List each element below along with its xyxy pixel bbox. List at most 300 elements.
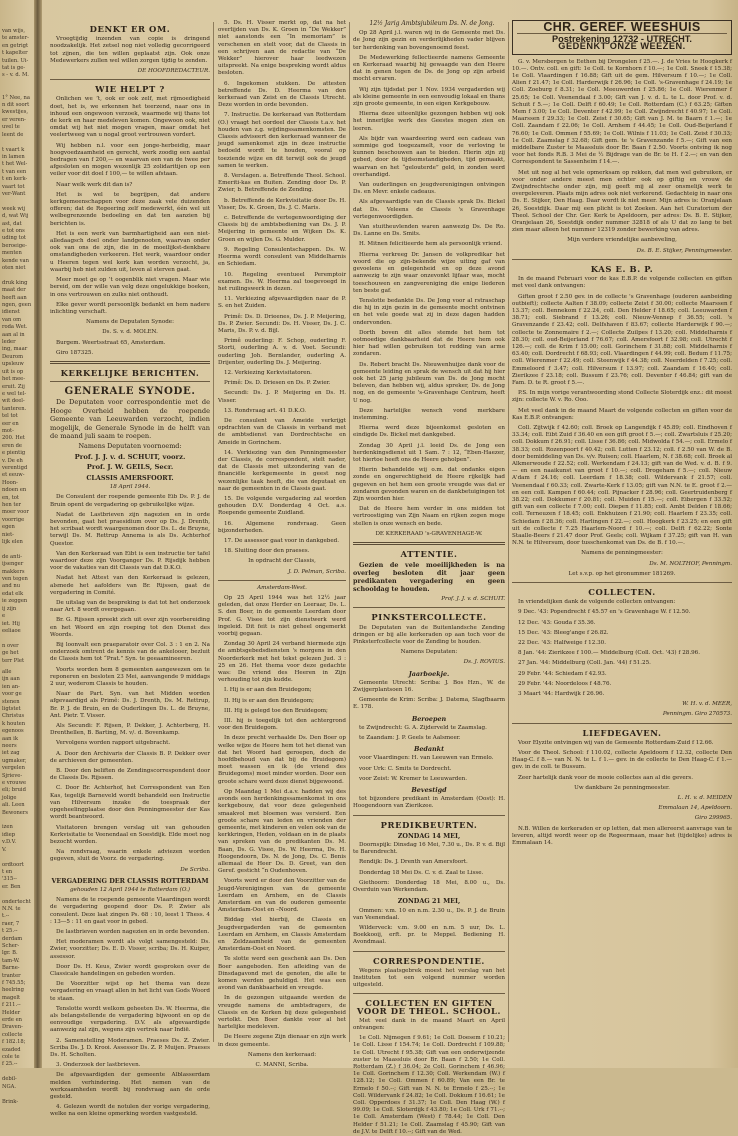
edge-line: Sjrieve- xyxy=(2,772,23,779)
edge-line: te amster- xyxy=(2,35,29,42)
edge-line: d, wat Wij xyxy=(2,213,29,220)
date: 18 April 1944. xyxy=(109,484,151,491)
signature: DE HOOFDREDACTEUR. xyxy=(137,68,210,75)
signature: Prof. J. W. GEILS, Secr. xyxy=(86,462,174,471)
heading-classis-rotterdam: VERGADERING DER CLASSIS ROTTERDAM xyxy=(51,876,209,885)
edge-line: Christus xyxy=(2,713,25,720)
edge-line: V. xyxy=(2,846,7,853)
masthead-postrekening: Postrekening 12732 - UTRECHT. xyxy=(552,34,692,45)
article-text: Coll. Zijtwijk f 42.60; coll. Broek op Langendijk f 45.89; coll. Eindhoven f 33.34; coll. Eibt Zuid f 36.40 en een gift groot f 5.—; coll. Zwartsluis f 25.20; coll. Dokkum f 26.91; coll. Lisse f 36.86; coll. Midwolda f 54.—; coll. Ermelo f 38.33; coll. Rozenpoort f 40.42; coll. Lutten f 23.12; coll. f 2.50 van W. de B. door bemiddeling van Ds. v/v. Ruisen; coll. Haarlem, N. f 38.68; coll. Broek al Alkmerwoude f 22.52; coll. Werkendam f 24.13; gift van de Wed. v. d. B. f 9.— en een naaikunst van groot f 10.—; coll. Drogeham f 5.—; coll. Nieuw A'dam f 24.16; coll. Leerdam f 18.38; coll. Wildervank f 21.57; coll. Veenendaal f 60.33; coll. Zwarte-Kerk f 13.05; gift van N.N. te E. groot f 2.— en een coll. Kampen f 60.44; coll. Pijnacker f 28.96; coll. Geertruidenberg f 38.22; coll. Dokkumer f 20.81; coll. Muiden f 15.—; coll. Eibergen f 33.52; gift van een collecte f 7.00; coll. Diepen f 11.85; coll. Ambt Delden f 18.66; coll. Terneuzen f 18.45; coll. Enkhuizen f 21.90; coll. Haarlem f 23.35; coll. Schiedam f 28.36; coll. Harlingen f 22.—; coll. Hoogkerk f 23.25; en een gift uit de collecte f 7.25 Haarlem-Noord f 10.—; coll. Delft f 62.22; Sonte Staalle-Beers f 21.47 door Prof. Geels; coll. Wijkam f 37.25; gift van H. van N.N. te Hilversum, door tusschenkomst van Ds. de B. f 10.—. xyxy=(512,424,732,547)
divider xyxy=(50,79,210,80)
adjacent-page-edge xyxy=(2,28,32,1105)
edge-line: alle xyxy=(2,668,12,675)
article-text: 2. Samenstelling Moderamen. Praeses Ds. Z. Zwier. Scriba Ds. J. D. Krooi. Assessor Ds. Z. P. Muijen. Praeses Ds. H. Scholten. xyxy=(50,1037,210,1058)
article-text: Biddag viel hierbij, de Classis en Jeugdvergaderden van de gemeenten Leerdam en Arnhem, en Classis Amsterdam en Zeldzaamheid van de gemeenten Amsterdam-Oost en Noord. xyxy=(218,917,346,953)
edge-line: in lamen xyxy=(2,153,25,160)
edge-line: voor ge xyxy=(2,691,22,698)
article-text: Hierna deze uiteenlijke gezongen hebben wij ook het innerlijke werk des Geestes mogen zien en leeren. xyxy=(353,111,505,132)
article-text: voor Vlaardingen: H. van Leeuwen van Ermelo. xyxy=(359,755,494,762)
signature: Ds. M. NOLTHOF, Penningm. xyxy=(649,560,732,567)
edge-line: Helder xyxy=(2,1009,21,1016)
article-text: 4. Gelezen wordt de notulen der vorige vergadering, welke na een kleine opmerking worden vastgesteld. xyxy=(50,1104,210,1118)
signature: Ds. J. ROVIUS. xyxy=(463,659,505,666)
edge-line xyxy=(2,87,32,94)
article-text: Voorts werd er door den Voorzitter van de Jeugd-Verenigingen van de gemeente Leerdam en Arnhem, en de Classis Amsterdam en van de ouderen gemeente Amsterdam-Oost en –Noord. xyxy=(218,878,346,914)
heading-generale-synode: GENERALE SYNODE. xyxy=(64,385,196,398)
article-text: Hierna verkreeg Dr. Jansen de volkpredikar het woord die op zijn-bekende wijze uiting gaf van gevoelens en gelegenheid en op deze avond aanwezig te zijn waar onzevonkt lijfaar was, mocht toeschouwen en zangvereniging die enige liederen ten beste gaf. xyxy=(353,251,505,294)
article-text: Op 25 April 1944 was het 12½ jaar geleden, dat onze Herder en Leeraar, Ds. L. S. den Boer, in de gemeente Leerdam door Prof. G. Visee tot zijn dienstwerk werd ingeleid. Dit feit is niet geheel ongemerkt voorbij gegaan. xyxy=(218,595,346,638)
article-text: De Deputaten voor correspondentie met de Hooge Overheid hebben de roepende Gemeente van Leeuwarden verzocht, indien mogelijk, de Generale Synode in de helft van de maand juli saam te roepen. xyxy=(50,398,210,440)
article-text: te Zwijndrecht: G. A. Zijderveld te Zaamslag. xyxy=(359,724,487,731)
article-text: In vriendelijken dank de volgende collecten ontvangen: xyxy=(518,599,676,606)
edge-line: eeliaoe xyxy=(2,627,21,634)
edge-line: ondertecht xyxy=(2,898,31,905)
article-text: Br. G. Rijssen spreekt zich uit over zijn voorbereiding en het Woord en zijn roeping tot den Dienst des Woords. xyxy=(50,617,210,638)
edge-line: tel tot xyxy=(2,413,18,420)
article-text: Hierna werd deze bijeenkomst gesloten en eindigde Ds. Bickel met dankgebed. xyxy=(353,425,505,439)
article-text: Met uit nog al het vele opmerksam op rekken, dat men wel gebruiken, er voor onder andere meest men echter ook op giftig en vrouw de Zwijndrechtsche onder zijn, mij geeft mij al zeer onsmelijk werk te overgeleveren. Plaats mijn adres ook niet verkerend. Gedachteig in naar ons Ds. E. Stijker, Den Haag. Daar wordt ik niet meer. Mijn adres is: Oranjelaan 26, Soestdijk. Daar mij een plicht is tot Zoeken. Aan het Curatorium der Theol. School der Chr. Ger. Kerk te Apeldoorn, per adres: Ds. B. E. Stijker, Oranjelaan 26, Soestdijk onder nummer 32818 of als U dat zo lang te bet zien maar alleen het nummer 12319 zonder bewerking van adres. xyxy=(512,169,732,234)
article-text: De Medewerking fellectieerde namens Gemeente en Kerkeraad waarbij hij gewaagde van den Heere dat in genen tegen de Ds. de Jong op zijn arbeid mocht ervaren. xyxy=(353,54,505,83)
article-text: 16. Algemene rondvraag. Geen bijzonderheden. xyxy=(218,520,346,534)
edge-line: Hoon- xyxy=(2,479,18,486)
article-text: De Consulent der roepende gemeente Eib Ds. P. J. de Bruin opent de vergadering op gebruikelijke wijze. xyxy=(50,494,210,508)
edge-line: moer voor xyxy=(2,509,29,516)
article-text: De consulent van Ameide verkrijgt opdrachten van de Classis in verband met de ambtsdienst van Dordrechtsche en Ameide in Gorinchem. xyxy=(218,417,346,446)
article-text: Van ouderlingen en jeugdverenigingen ontvingen Ds. en Mevr. enkele cadeaus. xyxy=(353,182,505,196)
column-3 xyxy=(353,20,505,1135)
list-item: 12 Dec. '43: Gouda f 35.36. xyxy=(518,619,596,626)
article-text: Vroegtijdig inzenden van copie is dringend noodzakelijk. Het zetsel nog niet volledig gecorrigeerd tot zijnen, die ten willen geplaatst zijn. Ook onze Medewerkers zullen wel willen zorgen tijdig te zenden. xyxy=(50,36,210,64)
edge-line: v. De eh xyxy=(2,457,23,464)
edge-line xyxy=(2,1091,32,1098)
article-text: Let s.v.p. op het gironummer 181269. xyxy=(568,570,676,577)
edge-line: Deurom xyxy=(2,353,24,360)
article-text: Tenslotte wordt welkom geheeten Ds. W. Heerma, die als belangstellende de vergadering bijwoont en op de eenvoudige vergadering. D.V. als afgevaardigde aanwezig zal zijn, wegens zijn vertrek naar Indië. xyxy=(50,1005,210,1034)
edge-line: lgr. B. xyxy=(2,950,18,957)
article-text: Zeer hartelijk dank voor de mooie collectes aan al die gevers. xyxy=(518,774,694,781)
edge-line: van om xyxy=(2,316,22,323)
article-text: Ommen: v.m. 10 en n.m. 2.30 u., Ds. P. J. de Bruin van Veenendaal. xyxy=(353,907,505,921)
edge-line: ordtoort xyxy=(2,861,24,868)
signature: Penningm. Giro 270573. xyxy=(662,711,732,718)
article-title: 12½ Jarig Ambtsjubileum Ds. N. de Jong. xyxy=(369,20,495,27)
signature: Ds. B. E. Stijker, Penningmeester. xyxy=(636,247,732,254)
article-text: 3. Onderzoek der lastbrieven. xyxy=(56,1062,141,1069)
edge-line: erde en xyxy=(2,1017,23,1024)
edge-line: n dit soort xyxy=(2,102,30,109)
article-text: Gemeente de Krim: Scriba: J. Datema, Slagfbaarm E. 178. xyxy=(353,697,505,711)
edge-line xyxy=(2,635,32,642)
edge-line: er veren- xyxy=(2,116,26,123)
article-text: De lastbrieven worden nagezien en in orde bevonden. xyxy=(56,928,210,935)
column-2 xyxy=(218,20,346,1068)
signature: J. D. Pelman, Scriba. xyxy=(288,568,346,575)
divider xyxy=(353,993,505,994)
article-text: voor Zeist: W. Kremer te Leeuwarden. xyxy=(359,775,468,782)
article-text: Als afgevaardigde van de Classis sprak Ds. Bickel dat Ds. Veleens de Classis 's Gravenhage vertegenwoordigden. xyxy=(353,199,505,220)
edge-line: e pientig xyxy=(2,450,26,457)
signature: Namens den kerkeraad: xyxy=(247,1051,317,1058)
edge-line: ndoen en xyxy=(2,487,27,494)
edge-line: egen xyxy=(2,524,15,531)
heading-kerkelijke-berichten: KERKELIJKE BERICHTEN. xyxy=(60,367,200,378)
edge-line: ing, maar xyxy=(2,346,28,353)
signature: Prof. J. J. v. d. SCHUIT. xyxy=(441,596,505,603)
edge-line: ie zeggen xyxy=(2,598,28,605)
edge-line: kwestijes, xyxy=(2,109,29,116)
edge-line: ali. Leen xyxy=(2,802,25,809)
edge-line: upsleuw xyxy=(2,361,24,368)
edge-line: t het Wel- xyxy=(2,161,28,168)
edge-line: kende van xyxy=(2,257,29,264)
edge-line xyxy=(2,139,32,146)
subheading-zondag-21-mei: ZONDAG 21 MEI, xyxy=(397,897,461,906)
weeshuis-masthead xyxy=(512,20,732,55)
article-text: Zondag 30 April 24 verband hiermede zijn de ambtsgebedsdiensten 's morgens in den Noorderkerk met het tekst gelezen Jud. 3 : 25 en 26. Het thema voor deze gedachte was: De vriend des Heeren in Zijn verhouding tot zijn kudde. xyxy=(218,641,346,684)
edge-line: mot- xyxy=(2,427,14,434)
edge-line: f 211.-- xyxy=(2,1002,21,1009)
edge-line: et eeuw- xyxy=(2,472,25,479)
article-text: 15. De volgende vergadering zal worden gehouden D.V. Donderdag 4 Oct. a.s. Roepende gemeente Zuidland. xyxy=(218,495,346,517)
heading-beroepen: Beroepen xyxy=(411,714,447,723)
edge-line: ligtstet xyxy=(2,705,21,712)
article-text: In de gezongen uitgaande werden de vreugde namens de ambtsdragers, de Classis en de Kerken bij deze gelegenheid vertolkt. Den Boer dankte voor al het hartelijke medeleven. xyxy=(218,995,346,1031)
article-text: Bij loonvalt een praeparatoir over Col. 3 : 1 en 2. Na onderzoek omtrent de kennis van de ankelooer, bezluit de Classis hem tot “Prat.” Syn. te geeaamineeren. xyxy=(50,642,210,663)
article-text: Meer moet ge op ’t oogenblik niet vragen. Maar wie bereid, om der wille van velg deze ongelukkige boeken, in ons vertrouwen en zulks niet onthoudt. xyxy=(50,277,210,298)
divider xyxy=(512,723,732,724)
date: gehouden 12 April 1944 te Rotterdam (O.) xyxy=(69,886,191,893)
article-text: Giften groot f 2.50 gev. in de collecte 's Gravenhage (ouderen aanbeiding outbieft); collecte Aalten f 38.09; collecte Zeist f 30.00; collecte Maarssen f 13.37; coll. Bennekom f 22.24, coll. Den Helder f 18.65; coll. Leeuwarden f 38.71; coll. Siebrand f 13.26; coll. Nieuw-Vennep f 36.55; coll. 's Gravenzande f 23.42; coll. Delfshaven f 83.67; collecte Harderwijk f 90.—; collecte te Zonnemaire f 2.—; Collecte Zuilpes f 13.20; coll. Middelharnis f 28.30; coll. oud-Beijerland f 76.67; coll. Amersfoort f 32.98; coll. Utrecht f 126.—; coll. de Krim f 15.00; coll. Gorinchem f 31.88; coll. Middelharnis f 63.40; coll. Dordrecht f 68.93; coll. Vlaardingen f 44.99; coll. Bedum f 11.75; coll. Wierenmer f 22.49; coll. Steenwijk f 44.38; coll. Neerdelden f 7.25; coll. Emmeloord f 3.47; coll. Hilversum f 13.97; coll. Zaandam f 16.40; coll. Zierikzee f 23.18; coll. Bussum f 23.76; coll. Deventer f 46.84; gift van de Fam. D. te R. groot f 5.—. xyxy=(512,293,732,386)
heading-jaarboekje: Jaarboekje. xyxy=(408,669,450,678)
article-text: De Deputaten van de Buitenlandsche Zending dringen er bij alle kerkeraden op aan toch voor de Pinksterfcollecte voor de Zending te houden. xyxy=(353,624,505,646)
edge-line: heeft aan xyxy=(2,294,27,301)
edge-line: en getrigt xyxy=(2,42,29,49)
article-text: c. Betreffende de vertegenwoordiging der Classis bij de ambtsbediening van Ds. J. P. Meijering in gemeente en Wijken Ds. K. Groen en wijlen Ds. G. Mulder. xyxy=(218,215,346,243)
edge-line: Barne- xyxy=(2,965,20,972)
list-item: 15 Dec. '43: Bleeg'ange f 26.82. xyxy=(518,629,609,636)
article-text: Op Maandag 1 Mei d.a.v. hadden wij des avonds een herdenkingssamenkomst in ons kerkgebouw, dat voor deze gelegenheid smaakvol met bloemen was versierd. Een groote schare van leden en vrienden der gemeente, met kinderen en velen ook van de kerkkringen, Heden, voldaan en in de plaats van spreken van de predikanten Ds. M. Baan, Ds. G. Visee, Ds. W. Heerma, Ds. H. Hoogendoorn, Ds. N. de Jong, Ds. C. Benis allemaal de Heer Ds. D. Greet, van den Geref. gesticht “n Oudenhoven. xyxy=(218,788,346,875)
edge-line: tanteren. xyxy=(2,405,27,412)
signature: De Scriba. xyxy=(180,866,210,873)
article-text: Donderdag 18 Mei Ds. C. v. d. Zaal te Lisse. xyxy=(359,869,484,876)
edge-line: eli; bruid xyxy=(2,787,26,794)
edge-line: leent de xyxy=(2,131,24,138)
list-item: 9 Dec. '43: Popendrecht f 45.57 en 's Gravenhage W. f 12.50. xyxy=(518,609,691,616)
article-text: 18. Sluiting door den praeses. xyxy=(224,548,310,555)
edge-line: tam-W. xyxy=(2,957,20,964)
article-text: 14. Verkiezing van den Penningmeester der Classis, de correspondent, stelt nader, dat de Classis met uitzondering van de financiële kerkgemeente in geest nog wezenlijke taak heeft, die van deputaat en naar de gemeenten in de Classis gaat. xyxy=(218,449,346,492)
edge-line: raer, 7 xyxy=(2,920,20,927)
article-text: Voor Elyzite ontvingen wij van de Gemeente Rotterdam-Zuid f 12.66. xyxy=(518,739,714,746)
edge-line: Bewoners xyxy=(2,809,28,816)
edge-line: voorrige xyxy=(2,516,25,523)
article-text: 1e Coll. Nijmegen f 9.61; 1e Coll. Doesem f 10.21; 1e Coll. Lisse f 154.74; 1e Coll. Dordrecht f 109.88; 1e Coll. Utrecht f 95.38; Gift van een onderwijzende zuster te Maassluis door Br. Baan f 2.50; 1e Coll. Rotterdam (Z.) f 36.04; 2e Coll. Gorinchem f 46.96; 1e Coll. Gorinchem f 12.30; Coll. Werkendam (W.) f 128.12; 1e Coll. Ommen f 60.89; Van een Br. te Ermelo f 50.--; Gift van N. N. te Ermelo f 25.--; 1e Coll. Wildervank f 24.82; 1e Coll. Dokkum f 16.61; 1e Coll. Opperdoes f 31.37; 1e Coll. Den Haag (W.) f 99.09; 1e Coll. Sloterdijk f 43.80; 1e Coll. Urk f 71.--; 1e Coll. Amsterdam (West) f 78.44; 1e Coll. Den Helder f 51.21; 1e Coll. Zaamslag f 45.90; Gift van de J.V. te Delft f 10.--; Gift van de Wed. xyxy=(353,1035,505,1135)
edge-line: egenoos xyxy=(2,728,24,735)
article-text: Naar welk werk dit dan is? xyxy=(56,181,133,188)
edge-line: aan ik xyxy=(2,735,18,742)
edge-line: t.-- xyxy=(2,913,10,920)
article-text: tot bijzondere predikant in Amsterdam (Oost): H. Hoogendoorn van Zierikzee. xyxy=(353,796,505,810)
list-item: 3 Maart '44: Hardwijk f 26.96. xyxy=(518,691,605,698)
edge-line: ge het xyxy=(2,650,19,657)
article-text: P.S. In mijn vorige verantwoording stond Collecte Sloterdijk enz.: dit moest zijn: collecte W. v. Ro. Ooo. xyxy=(512,390,732,404)
article-text: Rendijk: Ds. J. Drenth van Amersfoort. xyxy=(359,859,468,866)
edge-line xyxy=(2,80,32,87)
edge-line: ien an- xyxy=(2,683,20,690)
edge-line: 200. Het xyxy=(2,435,25,442)
edge-line: k houten xyxy=(2,720,26,727)
article-text: Voor de Theol. School: f 110.02, collecte Apeldoorn f 12.32, collecte Den Haag-C. f 8.— van N. N. te L. f 1.— gev. in de collecte te Den Haag-C. f 1.— gev. in de coll. te Bussum. xyxy=(512,750,732,771)
article-text: Onlichen we ’t, ook er ook zelf, met rijmoedigheid doet, het is, we erkennen het teerzend, naar ons in inhoud een ongewoon verzoek, waarmede wij thans tot de kerk en haar medeleven komen. Ongewoon ook, niet omdat wij het niet mogen vragen, maar omdat het veelertweeg van u nogal groot vertrouwen vordert. xyxy=(50,96,210,139)
article-text: Van den Kerkeraad van Eibt is een instructie ter tafel waardoor deze zijn Voorganger Ds. P. Rijsdijk hebben voor de vakaties van dit Classis van dat D.K.O. xyxy=(50,550,210,572)
article-text: Burgem. Weertsstraat 65, Amsterdam. xyxy=(56,339,166,346)
article-text: Door Ds. H. Keus, Zwier wordt gesproken over de Classicale handelingen en gebeden worden. xyxy=(50,963,210,977)
article-text: voor Urk: C. Smits te Dordrecht. xyxy=(359,765,452,772)
signature: Giro 299965. xyxy=(694,815,732,822)
article-text: Visitatoren brengen verslag uit van gehouden Kerkvisitatie te Veenendaal en Soestdijk. Elde moet nog bezocht worden. xyxy=(50,824,210,845)
edge-line: lijk elen xyxy=(2,539,23,546)
masthead-title: CHR. GEREF. WEESHUIS xyxy=(543,20,701,34)
heading-attentie: ATTENTIE. xyxy=(400,549,458,559)
article-text: Wegens plaatsgebrek moest het verslag van het Instituten tot een volgend nummer worden uitgesteld. xyxy=(353,967,505,989)
article-text: 12. Verkiezing Kerkvisitatoren. xyxy=(224,369,312,376)
divider xyxy=(353,607,505,608)
edge-line: leder xyxy=(2,339,16,346)
article-text: 17. De assessor gaat voor in dankgebed. xyxy=(224,538,340,544)
article-text: Na rondvraag, waarin enkele adviezen worden gegeven, sluit de Voorz. de vergadering. xyxy=(50,849,210,863)
edge-line: cole te xyxy=(2,1054,20,1061)
edge-line: e xyxy=(2,613,6,620)
edge-line: het mee- xyxy=(2,376,25,383)
edge-line: and nu xyxy=(2,583,21,590)
article-text: Doornspijk: Dinsdag 16 Mei, 7.30 u., Ds. P. v. d. Bijl te Barendrecht. xyxy=(353,842,505,856)
edge-line: menten xyxy=(2,250,22,257)
article-text: Nadat het Attest van den Kerkeraad is gelezen, alsmede het aafolders van Br. Rijssen, gaat de vergadering in Comité. xyxy=(50,575,210,596)
edge-line xyxy=(2,546,32,553)
signature: C. MANNI, Scriba. xyxy=(255,1062,309,1068)
article-text: Het moderamen wordt als volgt samengesteld: Ds. Zwier, voorzitter; Ds. E. D. Visser, scriba; Ds. H. Kuiper, assessor. xyxy=(50,939,210,960)
article-text: Namens Deputaten: xyxy=(400,649,458,656)
edge-line: de anti- xyxy=(2,553,22,560)
heading-collecten-giften: COLLECTEN EN GIFTEN VOOR DE THEOL. SCHOOL. xyxy=(356,998,502,1016)
heading-bedankt: Bedankt xyxy=(413,745,445,754)
heading-correspondentie: CORRESPONDENTIE. xyxy=(373,955,485,966)
article-text: b. Betreffende de Kerkvisitatie door Ds. H. Visser, Ds. K. Groen, Ds. J. C. Maris. xyxy=(218,197,346,211)
article-text: Wij zijn tijdsdat per 1 Nov. 1934 vergaderden wij als kleine gemeente in een eenvoudig lokaal en thans zijn groote gemeente, in een eigen Kerkgebouw. xyxy=(353,86,505,108)
article-text: Hierin behandelde wij o.m. dat ondanks eigen zonde en ongerechtigheid de Heere rijkelijk had gegeven en het hem een groote vreugde was dat er zondaren gevonden waren en de dankbetuigingen tot Zijn woorden hier. xyxy=(353,467,505,502)
edge-line: t en xyxy=(2,868,13,875)
signature: DE KERKERAAD 's-GRAVENHAGE-W. xyxy=(375,530,483,537)
article-text: Namens de Deputaten Synode: xyxy=(85,319,174,326)
article-text: Giethoorn: Donderdag 18 Mei, 8.00 u., Ds. Overduin van Werkendam. xyxy=(353,879,505,894)
edge-line: heelring xyxy=(2,987,24,994)
article-text: Te slotte werd een geschenk aan Ds. Den Boer aangeboden. Een afleiding van de Dinsdagavond met de genoten, die alle te komen werden gehuldigd. Het was een avond van dankbaarheid en vreugde. xyxy=(218,956,346,992)
column-1 xyxy=(50,20,210,1118)
article-text: H. Mitnen felicitieerde hem als persoonlijk vriend. xyxy=(359,241,503,248)
edge-line: jolige xyxy=(2,794,17,801)
edge-line: hen ter xyxy=(2,502,22,508)
edge-line: uding tot xyxy=(2,235,26,242)
article-text: Uw dankbare 2e penningmeester. xyxy=(574,784,670,791)
edge-line: eruit. Zij xyxy=(2,383,25,390)
edge-line: tuilen. Ui- xyxy=(2,57,29,64)
article-text: Wij hebben n.l. voor een jonge-herbeidig, maar hoogvoedzaamheid en gerecht, werk zoodig een aantal bedragen van f 200,— en waarvan een van de twee per afgesloten en mogen wezenlijk 25 zolidaritijen op een veiler voor dit doel f 100,— te willen afstaan. xyxy=(50,142,210,178)
edge-line: derdam xyxy=(2,935,23,942)
article-text: A. Door den Archivaris der Classis B. P. Dekker over de archieven der gemeenten. xyxy=(50,750,210,764)
edge-line: Brink- xyxy=(2,1098,19,1105)
heading-liefdegaven: LIEFDEGAVEN. xyxy=(582,727,662,738)
edge-line: van wijs, xyxy=(2,28,26,34)
divider xyxy=(512,259,732,260)
edge-line: aan al in xyxy=(2,331,25,338)
article-text: Als Secundi: F. Rijsen, P. Dekker, J. Achterberg, H. Drenthellen, B. Barting, M. v/. d. Bovenkamp. xyxy=(50,723,210,737)
edge-line xyxy=(2,817,32,824)
heading-bevestigd: Bevestigd xyxy=(411,786,447,795)
heading-collecten: COLLECTEN. xyxy=(588,587,656,598)
heading-wie-helpt: WIE HELPT ? xyxy=(95,84,165,95)
edge-line: t van een xyxy=(2,168,27,175)
edge-line xyxy=(2,272,32,279)
edge-line: f 745.55; xyxy=(2,980,26,986)
article-text: Tenslotte bedankte Ds. De Jong voor al rstraschap die hij in zijn gezin in de gemeente mocht ontvinen en het vele goede wat zij in deze dagen hadden ondervonden. xyxy=(353,297,505,326)
edge-line: idiep xyxy=(2,831,16,838)
edge-line: edat elk xyxy=(2,590,24,597)
heading-pinkstercollecte: PINKSTERCOLLECTE. xyxy=(371,612,487,623)
article-text: Gezien de vele moeilijkheden is na overleg besloten dit jaar geen predikanten vergadering en geen schooldag te houden. xyxy=(353,561,505,594)
article-text: Nadat de Lastbrieven zijn nagezien en in orde bevonden, gaat het praesidium over op Ds. J. Drenth, het scribaat wordt waargenomen door Ds. L. de Bruyne, terwijl Ds. M. Rettrup Annema is als Ds. Achterhof Questor. xyxy=(50,511,210,547)
article-text: 8. Verslagen. a. Betreffende Theol. School. Emeriti-kas en Buiten. Zending door Ds. P. Zwier, b. Betreffende de Zending. xyxy=(218,173,346,194)
article-text: Voorts worden hem 8 gemeenten aangewezen om te reponeren en besloten 23 Mei, aanvangende 9 middags 2 uur, wederom Classis te houden. xyxy=(50,666,210,688)
subheading-zondag-14-mei: ZONDAG 14 MEI, xyxy=(397,831,461,840)
edge-line: ij zijn xyxy=(2,605,17,612)
edge-line: NGA. xyxy=(2,1083,17,1090)
column-divider xyxy=(213,22,214,1042)
edge-line: idienst xyxy=(2,309,20,316)
edge-line: vaart tot xyxy=(2,183,25,190)
column-4 xyxy=(512,20,732,1050)
article-text: Van stuitheuvlenden waren aanwezig Ds. De Ro. Ds. Lanne en Ds. Smits. xyxy=(353,224,505,238)
article-text: 13. Rondvraag art. 41 D.K.O. xyxy=(224,407,307,414)
article-text: te Zaandam: J. P. Geels te Aalsmeer. xyxy=(359,735,461,742)
article-text: 10. Regeling eventueel Peremptoir examen. Ds. W. Heerma zal toegevoegd in het ruilingswerk in dezen. xyxy=(218,271,346,292)
edge-line: niet- xyxy=(2,531,14,538)
article-text: 7. Instructie. De kerkeraad van Rotterdam (O.) vraagt het oordeel der Classis t.a.v. het houden van z.g. wijdingssamenkomsten. De Classis adviseert den kerkeraad wanneer de jeugd samenkomst zijn in deze instructie bedoeld wordt te houden, vooral op toeziende wijze en dit terwijl ook de jeugd samen te werken. xyxy=(218,112,346,169)
edge-line: eren de xyxy=(2,442,23,449)
edge-line: terr Plet xyxy=(2,657,25,664)
column-divider xyxy=(349,22,350,1042)
edge-line: iet. Hij xyxy=(2,620,20,627)
edge-line: oten niet xyxy=(2,265,26,271)
edge-line: druk king xyxy=(2,279,28,286)
edge-line: t en kerk- xyxy=(2,176,28,183)
article-text: De Heere zegene Zijn dienaar en zijn werk in deze gemeente. xyxy=(218,1034,346,1048)
edge-line: vergelen xyxy=(2,765,25,772)
edge-line: v.D.V. xyxy=(2,839,17,846)
edge-lines-2 xyxy=(2,669,32,1106)
article-text: Primê: Ds. D. Driesen en Ds. P. Zwier. xyxy=(224,380,331,387)
divider xyxy=(50,361,210,364)
article-text: Vervolgens worden rapport uitgebracht. xyxy=(56,740,171,747)
article-text: Mijn verdere vriendelijke aanbeveling, xyxy=(567,237,677,244)
article-text: Als bijdr van waardeering werd een cadeau van sommige god toegezamelt, voor de verloving te kunnen beschouwen aan te bieden. Hierin zijn zij gebed, door de tijdsomstandigheden, tijd gemaakt, waarvan en het “gelouterde” geld, in zonden werd overhandigd. xyxy=(353,135,505,178)
signature: L. H. v. d. MEIDEN xyxy=(677,795,732,802)
column-divider xyxy=(508,22,509,1042)
article-text: 5. Ds. H. Visser merkt op, dat na het overlijden van Ds. K. Groen in “De Wekker” niet aanstonds een “In memoriam” is verschenen en stelt voor, dat de Classis in een schrijven aan de redactie van “De Wekker” hierover haar leedwezen uitspreekt. Na enige bespreking wordt aldus besloten. xyxy=(218,20,346,77)
edge-line: collecte xyxy=(2,1031,23,1038)
edge-line: eer en xyxy=(2,420,19,427)
edge-line: e wel tel- xyxy=(2,390,27,397)
edge-line: e vrouwe xyxy=(2,780,27,787)
edge-line: e tot ons xyxy=(2,227,25,234)
heading-kas-ebp: KAS E. B. P. xyxy=(590,263,654,274)
edge-line: t vaart k xyxy=(2,146,25,153)
edge-line: uvel te xyxy=(2,124,20,131)
article-text: Dat de Heere hem verder in ons midden tot vertroostiging van Zijn Naam en rijken zegen moge stellen is onze wensch en bede. xyxy=(353,506,505,527)
edge-line: t kapelter xyxy=(2,50,28,57)
edge-line: Scher- xyxy=(2,942,20,949)
edge-line: wit deel- xyxy=(2,398,25,405)
divider xyxy=(50,381,210,382)
article-text: Dorth boven dit alles stemde het hem tot ootmoedige dankbaarheid dat de Heere hem ook hier had willen gebruiken tot redding van arme zondaren. xyxy=(353,329,505,358)
edge-line: ast, dat xyxy=(2,220,22,227)
article-text: Gemeente Utrecht: Scriba: J. Bos Hzn., W. de Zwijgerplantsoen 16. xyxy=(353,679,505,694)
edge-line: f 25.-- xyxy=(2,1061,18,1068)
signature: Emmalaan 14, Apeldoorn. xyxy=(658,805,732,812)
list-item: 29 Febr. '44: Noordeloos f 48.76. xyxy=(518,680,612,687)
list-item: 22 Dec. '43: Halfweige f 12.30. xyxy=(518,640,606,647)
edge-line: debil- xyxy=(2,1076,17,1083)
article-text: Secundi: Ds. J. P. Meijering en Ds. H. Visser. xyxy=(218,390,346,404)
edge-line: en, tot xyxy=(2,494,20,501)
article-text: G. v. Mersbergen te Eethen bij Drongelen f 25.—. J. de Vries te Hoogkerk f 10.—. Ontv. coll. en gift: 1e Coll. te Kornhorn f 10.—; 1e Coll. Sneek f 15.38; 1e Coll. Vlaardingen f 16.88; Gift uit de gem. Hilversum f 10.—; 1e Coll. Alien f 21.47; 1e Coll. Harderwijk f 26.96; 1e Coll. 's-Gravenhage f 24.19; 1e Coll. Zoeburg f 8.31; 1e Coll. Meeuwerden f 25.86; 1e Coll. Wierenmer f 25.65; 1e Coll. Veenendaal f 3.00; Gift van J. v. d. L. te L. door Prof. v. d. Schuit f 5.—; 1e Coll. Delft f 60.49; 1e Coll. Rotterdam (C.) f 63.25; Giften Mem f 3.00; 1e Coll. Deventer f 42.99; 1e Coll. Zwijndrecht f 40.97; 1e Coll. Maarssen f 29.33; 1e Coll. Zeist f 30.65; Gift van J. M. te Baarn f 1.—; 1e Coll. Zaandam f 22.06; 1e Coll. Arnhem f 44.45; 1e Coll. Oud-Beijerland f 76.60; 1e Coll. Ommen f 55.69; 1e Coll. Wilnis f 11.03; 1e Coll. Zeist f 30.33; 1e Coll. Zaamslag f 32.68; Gift gem. te 's Gravenzande f 5.—; Gift van een middelbare Zuster te Maassluis door Br. Baan f 2.50. Voorts ontving ik nog voor het fonds R.B. 3 Mei de ½ Bijdrage van de Br. te H. f 2.—; en van den Correspondent te Sassenheim f 14.—. xyxy=(512,58,732,166)
article-text: Deze hartelijke wensch vond merkbare instemming. xyxy=(353,407,505,421)
edge-line: beroeige- xyxy=(2,242,27,249)
article-text: In deze precht verhaalde Ds. Den Boer op welke wijze de Heere hem tot het dienst van dat het Woord had geroepen, doch de hoofdbehoud van dat bij de Bruidegom) moet wassen en ik (de vriend des Bruidegoms) moet minder worden. Door een groote schare werd deze dienst bijgewoond. xyxy=(218,735,346,785)
signature: W. H. v. d. MEER, xyxy=(682,701,732,708)
article-text: Primê ouderling: F. Schop, ouderling F. Storti, ouderling A. v. d. Voet. Secundi: ouderling Joh. Bernlander, ouderling A. Drijenter, ouderling Ds. J. Meijering. xyxy=(218,338,346,366)
edge-line: stenen xyxy=(2,698,20,705)
edge-line: magelt xyxy=(2,994,21,1001)
edge-line: izen xyxy=(2,824,13,831)
edge-line: ijsenger xyxy=(2,561,24,568)
edge-line: ngen, geen xyxy=(2,302,32,309)
article-text: I. Hij is er aan den Bruidegom; xyxy=(224,687,312,694)
article-text: III. Hij is gelegd toe den Bruidegom; xyxy=(224,707,328,714)
article-text: C. Door Br. Achterhof, het Correspondent van Een Kas, tegelijk Barneveld wordt behandeld een Instructie van Hilversum inzake de toespraak der opgeheelingplaatse door den Penningmeester der Kas wordt beantwoord. xyxy=(50,785,210,821)
edge-line: ven tegen xyxy=(2,576,28,583)
article-text: N.B. Willen de kerkeraden er op letten, dat men allereerst aanvrage van te leveren, altijd wordt weer op de Regeermaan, maar het (tijdelijke) adres is Emmalaan 14. xyxy=(512,825,732,847)
edge-line: f 182.18; xyxy=(2,1039,26,1046)
article-text: B. Door den beliften de Zendingscorrespondent door de Classis Ds. Rijssen. xyxy=(50,768,210,782)
page-fold xyxy=(34,0,42,1068)
signature: Ds. S. v. d. MOLEN. xyxy=(102,329,158,336)
article-text: Met veel dank in de maand Maart de volgende collecten en giften voor de Kas E.B.P. ontvangen: xyxy=(512,407,732,421)
article-text: In de maand Februari voor de kas E.B.P. de volgende collecten en giften met veel dank ontvangen: xyxy=(512,276,732,290)
article-text: De afgevaardigden der gemeente Alblasserdam melden verhindering. Het nemen van de werkzaamheden wordt bij rondvraag aan de orde gesteld. xyxy=(50,1072,210,1100)
article-text: Namens de te roepende gemeente Vlaardingen wordt de vergadering geopend door Ds. P. Zwier als consulent. Deze laat zingen Ps. 68 : 10, leest 1 Thess. 4 : 13—5 : 11 en gaat voor in gebed. xyxy=(50,897,210,925)
article-text: Wilderveck: v.m. 9.00 en n.m. 5 uur, Ds. L. Boekkooij, erft. pr. te Meppel. Bediening H. Avondmaal. xyxy=(353,924,505,946)
edge-line: n over xyxy=(2,642,19,649)
article-text: II. Hij is er aan den Bruidegom; xyxy=(224,697,314,704)
article-text: Giro 187325. xyxy=(56,349,94,356)
edge-line: makkers xyxy=(2,568,25,575)
edge-line: week wij xyxy=(2,205,26,212)
edge-line: s - v. d. M. xyxy=(2,72,29,79)
article-text: Namens de penningmeester: xyxy=(581,550,663,557)
article-text: De Voorzitter wijst op het thema van deze vergadering en vraagt allen in het licht van Gods Woord te staan. xyxy=(50,981,210,1002)
article-text: Op 28 April j.l. waren wij in de Gemeente met Ds. de Jong zijn gezin en verderlijkheden vader blijven ter herdenking van bovengenoemd feest. xyxy=(353,30,505,51)
article-text: 11. Verkiezing afgevaardigden naar de P. S. en het Zuiden. xyxy=(218,296,346,310)
